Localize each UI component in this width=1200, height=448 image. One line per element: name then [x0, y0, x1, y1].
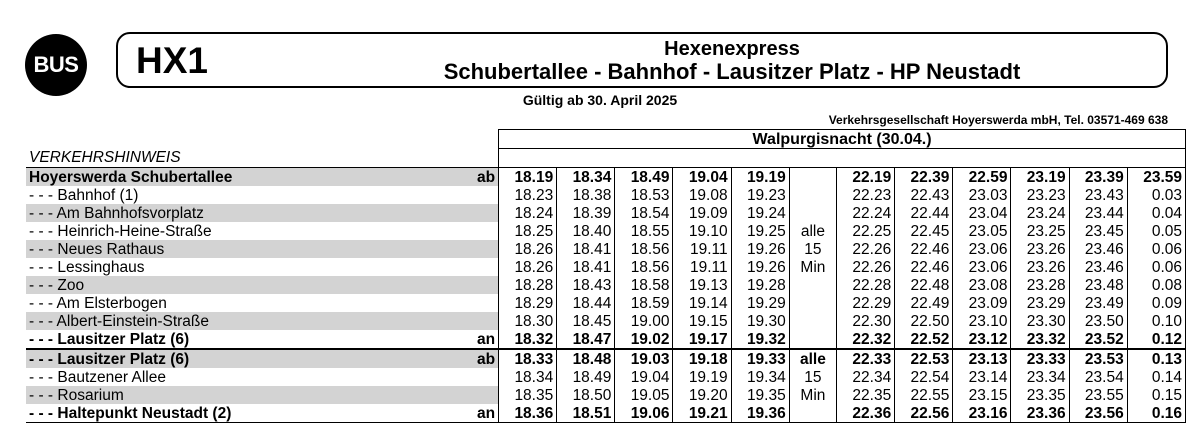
arrival-departure-marker — [472, 186, 499, 204]
departure-time: 22.19 — [837, 168, 895, 187]
departure-time: 22.25 — [837, 222, 895, 240]
departure-time: 0.16 — [1127, 404, 1185, 423]
departure-time: 23.10 — [953, 312, 1011, 330]
departure-time: 19.18 — [673, 349, 731, 368]
departure-time: 18.39 — [557, 204, 615, 222]
departure-time: 23.08 — [953, 276, 1011, 294]
interval-note — [789, 186, 836, 204]
departure-time: 0.06 — [1127, 240, 1185, 258]
departure-time: 22.52 — [895, 330, 953, 349]
interval-note: Min — [789, 258, 836, 276]
arrival-departure-marker: ab — [472, 349, 499, 368]
departure-time: 22.32 — [837, 330, 895, 349]
stop-name: - - - Lausitzer Platz (6) — [26, 349, 472, 368]
departure-time: 18.51 — [557, 404, 615, 423]
departure-time: 19.28 — [731, 276, 789, 294]
departure-time: 23.05 — [953, 222, 1011, 240]
arrival-departure-marker — [472, 222, 499, 240]
stop-name: - - - Heinrich-Heine-Straße — [29, 222, 212, 240]
departure-time: 23.33 — [1011, 349, 1069, 368]
timetable-row — [26, 404, 1186, 423]
departure-time: 22.44 — [895, 204, 953, 222]
departure-time: 23.50 — [1069, 312, 1127, 330]
interval-note — [789, 404, 836, 423]
departure-time: 0.05 — [1127, 222, 1185, 240]
stop-name: - - - Bautzener Allee — [29, 368, 166, 386]
departure-time: 22.48 — [895, 276, 953, 294]
stop-name: - - - Albert-Einstein-Straße — [26, 312, 472, 330]
arrival-departure-marker: an — [472, 404, 499, 423]
departure-time: 22.33 — [837, 349, 895, 368]
departure-time: 22.54 — [895, 368, 953, 386]
departure-time: 22.53 — [895, 349, 953, 368]
departure-time: 22.43 — [895, 186, 953, 204]
departure-time: 23.56 — [1069, 404, 1127, 423]
departure-time: 23.06 — [953, 258, 1011, 276]
departure-time: 22.56 — [895, 404, 953, 423]
departure-time: 23.26 — [1011, 258, 1069, 276]
departure-time: 18.28 — [499, 276, 557, 294]
arrival-departure-marker — [472, 258, 499, 276]
departure-time: 19.00 — [615, 312, 673, 330]
departure-time: 19.29 — [731, 294, 789, 312]
stop-name: - - - Rosarium — [26, 386, 472, 404]
departure-time: 23.29 — [1011, 294, 1069, 312]
departure-time: 22.26 — [837, 258, 895, 276]
interval-note: alle — [789, 222, 836, 240]
departure-time: 23.25 — [1011, 222, 1069, 240]
interval-note — [789, 294, 836, 312]
departure-time: 23.46 — [1069, 258, 1127, 276]
departure-time: 19.20 — [673, 386, 731, 404]
interval-note — [789, 204, 836, 222]
arrival-departure-marker — [472, 386, 499, 404]
departure-time: 22.46 — [895, 258, 953, 276]
departure-time: 18.45 — [557, 312, 615, 330]
departure-time: 23.39 — [1069, 168, 1127, 187]
departure-time: 18.19 — [499, 168, 557, 187]
departure-time: 19.02 — [615, 330, 673, 349]
stop-name: - - - Am Bahnhofsvorplatz — [26, 204, 472, 222]
departure-time: 23.45 — [1069, 222, 1127, 240]
departure-time: 23.16 — [953, 404, 1011, 423]
departure-time: 19.06 — [615, 404, 673, 423]
departure-time: 19.08 — [673, 186, 731, 204]
timetable-row — [26, 349, 1186, 368]
departure-time: 19.34 — [731, 368, 789, 386]
departure-time: 18.55 — [615, 222, 673, 240]
arrival-departure-marker: ab — [472, 168, 499, 187]
departure-time: 19.24 — [731, 204, 789, 222]
stop-name: - - - Zoo — [26, 276, 472, 294]
route-header — [116, 32, 1168, 88]
stop-name: Hoyerswerda Schubertallee — [26, 168, 472, 187]
departure-time: 18.23 — [499, 186, 557, 204]
departure-time: 22.26 — [837, 240, 895, 258]
departure-time: 18.44 — [557, 294, 615, 312]
timetable-row — [26, 168, 1186, 187]
departure-time: 18.24 — [499, 204, 557, 222]
stop-name: - - - Bahnhof (1) — [29, 186, 139, 204]
departure-time: 18.35 — [499, 386, 557, 404]
timetable-row — [26, 204, 1186, 222]
interval-note — [789, 276, 836, 294]
line-number: HX1 — [136, 40, 208, 81]
traffic-notice-label: VERKEHRSHINWEIS — [26, 149, 499, 168]
timetable-row — [26, 276, 1186, 294]
arrival-departure-marker — [472, 204, 499, 222]
departure-time: 18.50 — [557, 386, 615, 404]
interval-note: Min — [789, 386, 836, 404]
departure-time: 18.49 — [557, 368, 615, 386]
departure-time: 18.25 — [499, 222, 557, 240]
departure-time: 19.09 — [673, 204, 731, 222]
departure-time: 22.35 — [837, 386, 895, 404]
departure-time: 18.38 — [557, 186, 615, 204]
departure-time: 23.09 — [953, 294, 1011, 312]
arrival-departure-marker — [472, 240, 499, 258]
stop-name: - - - Neues Rathaus — [26, 240, 472, 258]
departure-time: 22.50 — [895, 312, 953, 330]
departure-time: 19.13 — [673, 276, 731, 294]
departure-time: 22.24 — [837, 204, 895, 222]
departure-time: 0.06 — [1127, 258, 1185, 276]
departure-time: 0.03 — [1127, 186, 1185, 204]
departure-time: 18.34 — [499, 368, 557, 386]
departure-time: 23.28 — [1011, 276, 1069, 294]
departure-time: 18.54 — [615, 204, 673, 222]
departure-time: 22.34 — [837, 368, 895, 386]
departure-time: 19.04 — [615, 368, 673, 386]
departure-time: 23.43 — [1069, 186, 1127, 204]
timetable-row — [26, 330, 1186, 349]
arrival-departure-marker — [472, 312, 499, 330]
notice-cell — [499, 149, 1186, 168]
interval-note: 15 — [789, 240, 836, 258]
departure-time: 19.17 — [673, 330, 731, 349]
interval-note: alle — [789, 349, 836, 368]
departure-time: 19.10 — [673, 222, 731, 240]
departure-time: 23.35 — [1011, 386, 1069, 404]
departure-time: 23.14 — [953, 368, 1011, 386]
departure-time: 18.49 — [615, 168, 673, 187]
departure-time: 18.29 — [499, 294, 557, 312]
timetable-row — [26, 312, 1186, 330]
departure-time: 23.24 — [1011, 204, 1069, 222]
departure-time: 0.09 — [1127, 294, 1185, 312]
departure-time: 22.39 — [895, 168, 953, 187]
departure-time: 19.11 — [673, 240, 731, 258]
departure-time: 19.19 — [673, 368, 731, 386]
departure-time: 23.13 — [953, 349, 1011, 368]
interval-note — [789, 168, 836, 187]
departure-time: 19.11 — [673, 258, 731, 276]
departure-time: 23.26 — [1011, 240, 1069, 258]
departure-time: 18.56 — [615, 240, 673, 258]
departure-time: 18.53 — [615, 186, 673, 204]
timetable-row — [26, 222, 1186, 240]
departure-time: 18.47 — [557, 330, 615, 349]
departure-time: 22.36 — [837, 404, 895, 423]
departure-time: 23.12 — [953, 330, 1011, 349]
interval-note — [789, 330, 836, 349]
departure-time: 22.29 — [837, 294, 895, 312]
bus-logo: BUS — [25, 34, 87, 96]
departure-time: 19.25 — [731, 222, 789, 240]
departure-time: 22.23 — [837, 186, 895, 204]
departure-time: 18.41 — [557, 258, 615, 276]
route-description: Schubertallee - Bahnhof - Lausitzer Platz - HP Neustadt — [443, 59, 1021, 84]
departure-time: 18.30 — [499, 312, 557, 330]
departure-time: 19.26 — [731, 258, 789, 276]
timetable-row — [26, 258, 1186, 276]
stop-name: - - - Lausitzer Platz (6) — [29, 330, 190, 348]
departure-time: 19.32 — [731, 330, 789, 349]
departure-time: 0.14 — [1127, 368, 1185, 386]
departure-time: 18.48 — [557, 349, 615, 368]
departure-time: 23.15 — [953, 386, 1011, 404]
timetable-row — [26, 386, 1186, 404]
arrival-departure-marker — [472, 276, 499, 294]
stop-name: - - - Lessinghaus — [29, 258, 145, 276]
validity-note: Gültig ab 30. April 2025 — [522, 92, 678, 108]
departure-time: 22.45 — [895, 222, 953, 240]
departure-time: 18.34 — [557, 168, 615, 187]
timetable-row — [26, 368, 1186, 386]
departure-time: 22.30 — [837, 312, 895, 330]
departure-time: 18.32 — [499, 330, 557, 349]
departure-time: 19.19 — [731, 168, 789, 187]
departure-time: 18.56 — [615, 258, 673, 276]
departure-time: 19.14 — [673, 294, 731, 312]
departure-time: 0.13 — [1127, 349, 1185, 368]
departure-time: 23.54 — [1069, 368, 1127, 386]
departure-time: 19.05 — [615, 386, 673, 404]
departure-time: 19.36 — [731, 404, 789, 423]
route-name: Hexenexpress — [664, 38, 800, 60]
departure-time: 0.10 — [1127, 312, 1185, 330]
departure-time: 23.52 — [1069, 330, 1127, 349]
departure-time: 23.36 — [1011, 404, 1069, 423]
departure-time: 19.23 — [731, 186, 789, 204]
departure-time: 23.49 — [1069, 294, 1127, 312]
arrival-departure-marker — [472, 294, 499, 312]
departure-time: 18.43 — [557, 276, 615, 294]
departure-time: 19.30 — [731, 312, 789, 330]
timetable — [26, 129, 1186, 423]
departure-time: 19.03 — [615, 349, 673, 368]
departure-time: 19.33 — [731, 349, 789, 368]
departure-time: 19.26 — [731, 240, 789, 258]
departure-time: 18.40 — [557, 222, 615, 240]
departure-time: 23.55 — [1069, 386, 1127, 404]
stop-name: - - - Am Elsterbogen — [29, 294, 167, 312]
departure-time: 22.55 — [895, 386, 953, 404]
departure-time: 19.15 — [673, 312, 731, 330]
departure-time: 22.49 — [895, 294, 953, 312]
departure-time: 19.35 — [731, 386, 789, 404]
company-info: Verkehrsgesellschaft Hoyerswerda mbH, Tel. 03571-469 638 — [828, 113, 1168, 127]
departure-time: 0.12 — [1127, 330, 1185, 349]
timetable-row — [26, 186, 1186, 204]
departure-time: 18.59 — [615, 294, 673, 312]
departure-time: 23.06 — [953, 240, 1011, 258]
service-period: Walpurgisnacht (30.04.) — [499, 130, 1186, 149]
departure-time: 19.04 — [673, 168, 731, 187]
departure-time: 23.23 — [1011, 186, 1069, 204]
arrival-departure-marker: an — [477, 330, 496, 348]
stop-name: - - - Haltepunkt Neustadt (2) — [26, 404, 472, 423]
interval-note — [789, 312, 836, 330]
departure-time: 23.46 — [1069, 240, 1127, 258]
timetable-row — [26, 240, 1186, 258]
departure-time: 23.44 — [1069, 204, 1127, 222]
departure-time: 23.04 — [953, 204, 1011, 222]
departure-time: 18.33 — [499, 349, 557, 368]
departure-time: 22.46 — [895, 240, 953, 258]
departure-time: 18.58 — [615, 276, 673, 294]
arrival-departure-marker — [472, 368, 499, 386]
departure-time: 23.19 — [1011, 168, 1069, 187]
departure-time: 22.28 — [837, 276, 895, 294]
departure-time: 23.03 — [953, 186, 1011, 204]
departure-time: 0.15 — [1127, 386, 1185, 404]
departure-time: 18.26 — [499, 240, 557, 258]
interval-note: 15 — [789, 368, 836, 386]
departure-time: 19.21 — [673, 404, 731, 423]
departure-time: 23.59 — [1127, 168, 1185, 187]
departure-time: 0.08 — [1127, 276, 1185, 294]
departure-time: 23.32 — [1011, 330, 1069, 349]
departure-time: 23.48 — [1069, 276, 1127, 294]
departure-time: 23.34 — [1011, 368, 1069, 386]
departure-time: 23.30 — [1011, 312, 1069, 330]
timetable-row — [26, 294, 1186, 312]
departure-time: 23.53 — [1069, 349, 1127, 368]
departure-time: 18.36 — [499, 404, 557, 423]
departure-time: 22.59 — [953, 168, 1011, 187]
departure-time: 18.26 — [499, 258, 557, 276]
departure-time: 18.41 — [557, 240, 615, 258]
departure-time: 0.04 — [1127, 204, 1185, 222]
